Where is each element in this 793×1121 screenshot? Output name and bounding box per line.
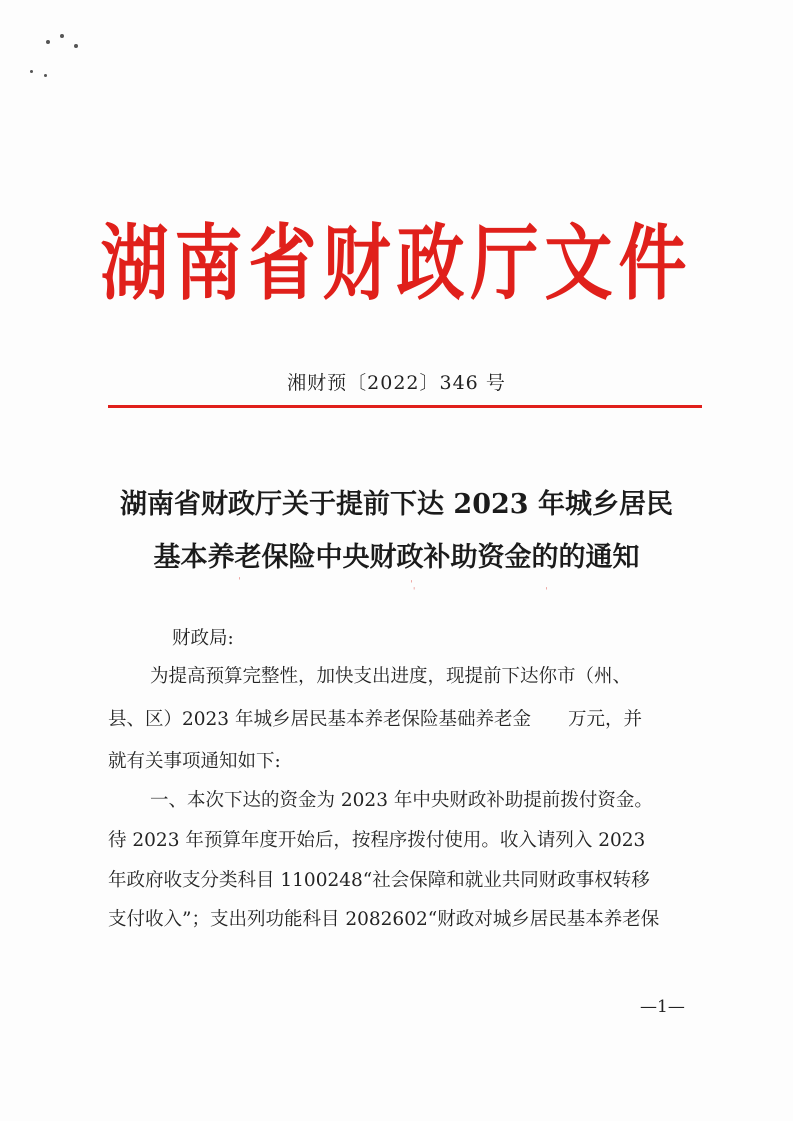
red-divider-line [108, 405, 702, 408]
paragraph-line: 为提高预算完整性，加快支出进度，现提前下达你市（州、 [150, 666, 632, 687]
paragraph-line: 一、本次下达的资金为 2023 年中央财政补助提前拨付资金。 [150, 790, 653, 811]
notice-title-line-2: 基本养老保险中央财政补助资金的的通知 [153, 542, 640, 573]
document-number: 湘财预〔2022〕346 号 [287, 372, 506, 394]
paragraph-line: 待 2023 年预算年度开始后，按程序拨付使用。收入请列入 2023 [108, 830, 646, 851]
scan-mark: ˌ [545, 580, 548, 591]
notice-title-line-1: 湖南省财政厅关于提前下达 2023 年城乡居民 [120, 489, 673, 520]
scan-mark: ˈˌ [410, 580, 416, 591]
masthead-title: 湖南省财政厅文件 [100, 217, 693, 312]
salutation: 财政局: [172, 628, 234, 649]
paragraph-line: 县、区）2023 年城乡居民基本养老保险基础养老金 万元，并 [108, 709, 642, 730]
scan-mark: ˈ [238, 577, 241, 588]
paragraph-line: 年政府收支分类科目 1100248“社会保障和就业共同财政事权转移 [108, 870, 650, 891]
page-number: —1— [640, 997, 685, 1017]
paragraph-line: 支付收入”；支出列功能科目 2082602“财政对城乡居民基本养老保 [108, 909, 660, 930]
paragraph-line: 就有关事项通知如下: [108, 751, 281, 772]
